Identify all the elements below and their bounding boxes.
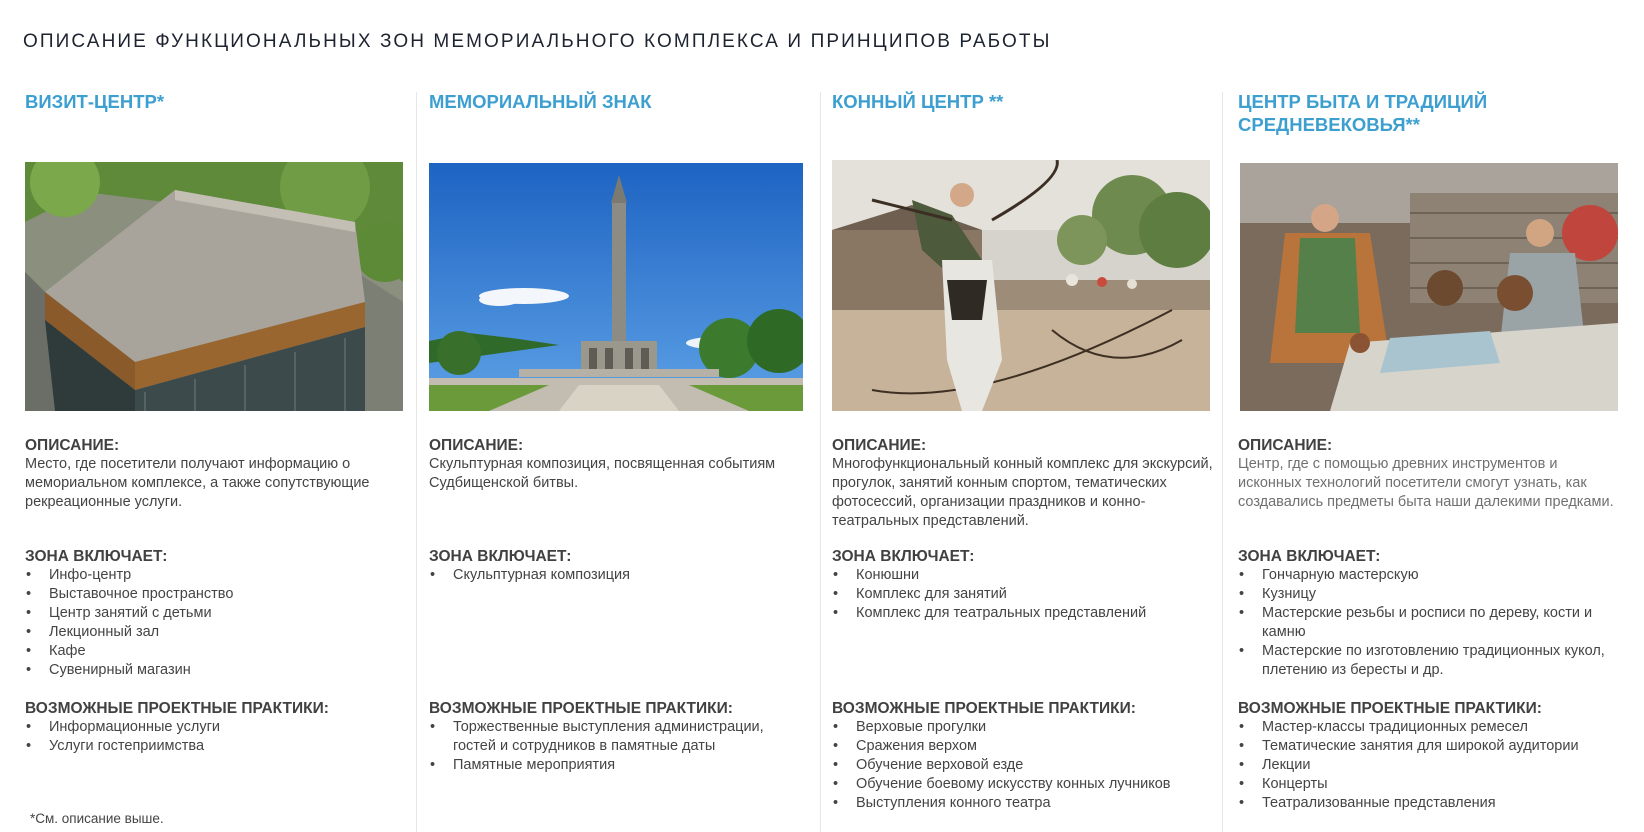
- zone-description: Место, где посетители получают информацию о мемориальном комплексе, а также сопутствующие рекреационные услуги.: [25, 456, 370, 510]
- practices-list: [429, 718, 807, 775]
- list-item: • Гончарную мастерскую: [1238, 566, 1622, 585]
- practices-list: [1238, 718, 1622, 813]
- zone-title: ЦЕНТР БЫТА И ТРАДИЦИЙ СРЕДНЕВЕКОВЬЯ**: [1238, 91, 1488, 135]
- list-item: • Выступления конного театра: [832, 794, 1214, 813]
- visit-center-building-photo: [25, 162, 403, 411]
- includes-list: [25, 566, 405, 680]
- list-item: • Лекции: [1238, 756, 1622, 775]
- list-item: • Мастер-классы традиционных ремесел: [1238, 718, 1622, 737]
- zone-title: МЕМОРИАЛЬНЫЙ ЗНАК: [429, 91, 652, 112]
- includes-heading: ЗОНА ВКЛЮЧАЕТ:: [429, 548, 572, 565]
- description-heading: ОПИСАНИЕ:: [429, 437, 524, 454]
- list-item: • Мастерские по изготовлению традиционных кукол, плетению из бересты и др.: [1238, 642, 1622, 680]
- list-item: • Тематические занятия для широкой аудитории: [1238, 737, 1622, 756]
- list-item: • Скульптурная композиция: [429, 566, 807, 585]
- includes-list: [1238, 566, 1622, 680]
- zone-description: Многофункциональный конный комплекс для экскурсий, прогулок, занятий конным спортом, тематических фотосессий, организации праздников и конно-театральных представлений.: [832, 456, 1213, 529]
- list-item: • Информационные услуги: [25, 718, 405, 737]
- list-item: • Комплекс для театральных представлений: [832, 604, 1214, 623]
- practices-list: [832, 718, 1214, 813]
- footnote: *См. описание выше.: [30, 811, 164, 826]
- list-item: • Верховые прогулки: [832, 718, 1214, 737]
- list-item: • Памятные мероприятия: [429, 756, 807, 775]
- includes-list: [832, 566, 1214, 623]
- zone-visit-center: [25, 0, 405, 832]
- horse-archer-photo: [832, 160, 1210, 411]
- list-item: • Сувенирный магазин: [25, 661, 405, 680]
- includes-heading: ЗОНА ВКЛЮЧАЕТ:: [832, 548, 975, 565]
- list-item: • Мастерские резьбы и росписи по дереву, кости и камню: [1238, 604, 1622, 642]
- zone-horse-center: [832, 0, 1214, 832]
- practices-heading: ВОЗМОЖНЫЕ ПРОЕКТНЫЕ ПРАКТИКИ:: [832, 700, 1136, 717]
- zone-memorial-sign: [429, 0, 807, 832]
- list-item: • Концерты: [1238, 775, 1622, 794]
- zone-description: Скульптурная композиция, посвященная событиям Судбищенской битвы.: [429, 456, 776, 491]
- list-item: • Конюшни: [832, 566, 1214, 585]
- includes-heading: ЗОНА ВКЛЮЧАЕТ:: [1238, 548, 1381, 565]
- practices-heading: ВОЗМОЖНЫЕ ПРОЕКТНЫЕ ПРАКТИКИ:: [25, 700, 329, 717]
- page-title: ОПИСАНИЕ ФУНКЦИОНАЛЬНЫХ ЗОН МЕМОРИАЛЬНОГО КОМПЛЕКСА И ПРИНЦИПОВ РАБОТЫ: [23, 31, 1052, 52]
- description-heading: ОПИСАНИЕ:: [832, 437, 927, 454]
- description-heading: ОПИСАНИЕ:: [25, 437, 120, 454]
- list-item: • Лекционный зал: [25, 623, 405, 642]
- description-heading: ОПИСАНИЕ:: [1238, 437, 1333, 454]
- practices-list: [25, 718, 405, 756]
- practices-heading: ВОЗМОЖНЫЕ ПРОЕКТНЫЕ ПРАКТИКИ:: [429, 700, 733, 717]
- column-divider: [416, 92, 417, 832]
- list-item: • Инфо-центр: [25, 566, 405, 585]
- includes-list: [429, 566, 807, 585]
- zone-title: ВИЗИТ-ЦЕНТР*: [25, 91, 165, 112]
- zone-title: КОННЫЙ ЦЕНТР **: [832, 91, 1004, 112]
- list-item: • Торжественные выступления администрации, гостей и сотрудников в памятные даты: [429, 718, 807, 756]
- list-item: • Кафе: [25, 642, 405, 661]
- practices-heading: ВОЗМОЖНЫЕ ПРОЕКТНЫЕ ПРАКТИКИ:: [1238, 700, 1542, 717]
- list-item: • Комплекс для занятий: [832, 585, 1214, 604]
- zone-description: Центр, где с помощью древних инструментов и исконных технологий посетители смогут узнать, как создавались предметы быта наши далекими предками.: [1238, 456, 1614, 510]
- column-divider: [1222, 92, 1223, 832]
- list-item: • Обучение боевому искусству конных лучников: [832, 775, 1214, 794]
- list-item: • Обучение верховой езде: [832, 756, 1214, 775]
- medieval-craft-workshop-photo: [1240, 163, 1618, 411]
- column-divider: [820, 92, 821, 832]
- list-item: • Центр занятий с детьми: [25, 604, 405, 623]
- list-item: • Театрализованные представления: [1238, 794, 1622, 813]
- includes-heading: ЗОНА ВКЛЮЧАЕТ:: [25, 548, 168, 565]
- list-item: • Кузницу: [1238, 585, 1622, 604]
- memorial-obelisk-photo: [429, 163, 803, 411]
- zone-medieval-life-center: [1238, 0, 1622, 832]
- list-item: • Выставочное пространство: [25, 585, 405, 604]
- list-item: • Услуги гостеприимства: [25, 737, 405, 756]
- list-item: • Сражения верхом: [832, 737, 1214, 756]
